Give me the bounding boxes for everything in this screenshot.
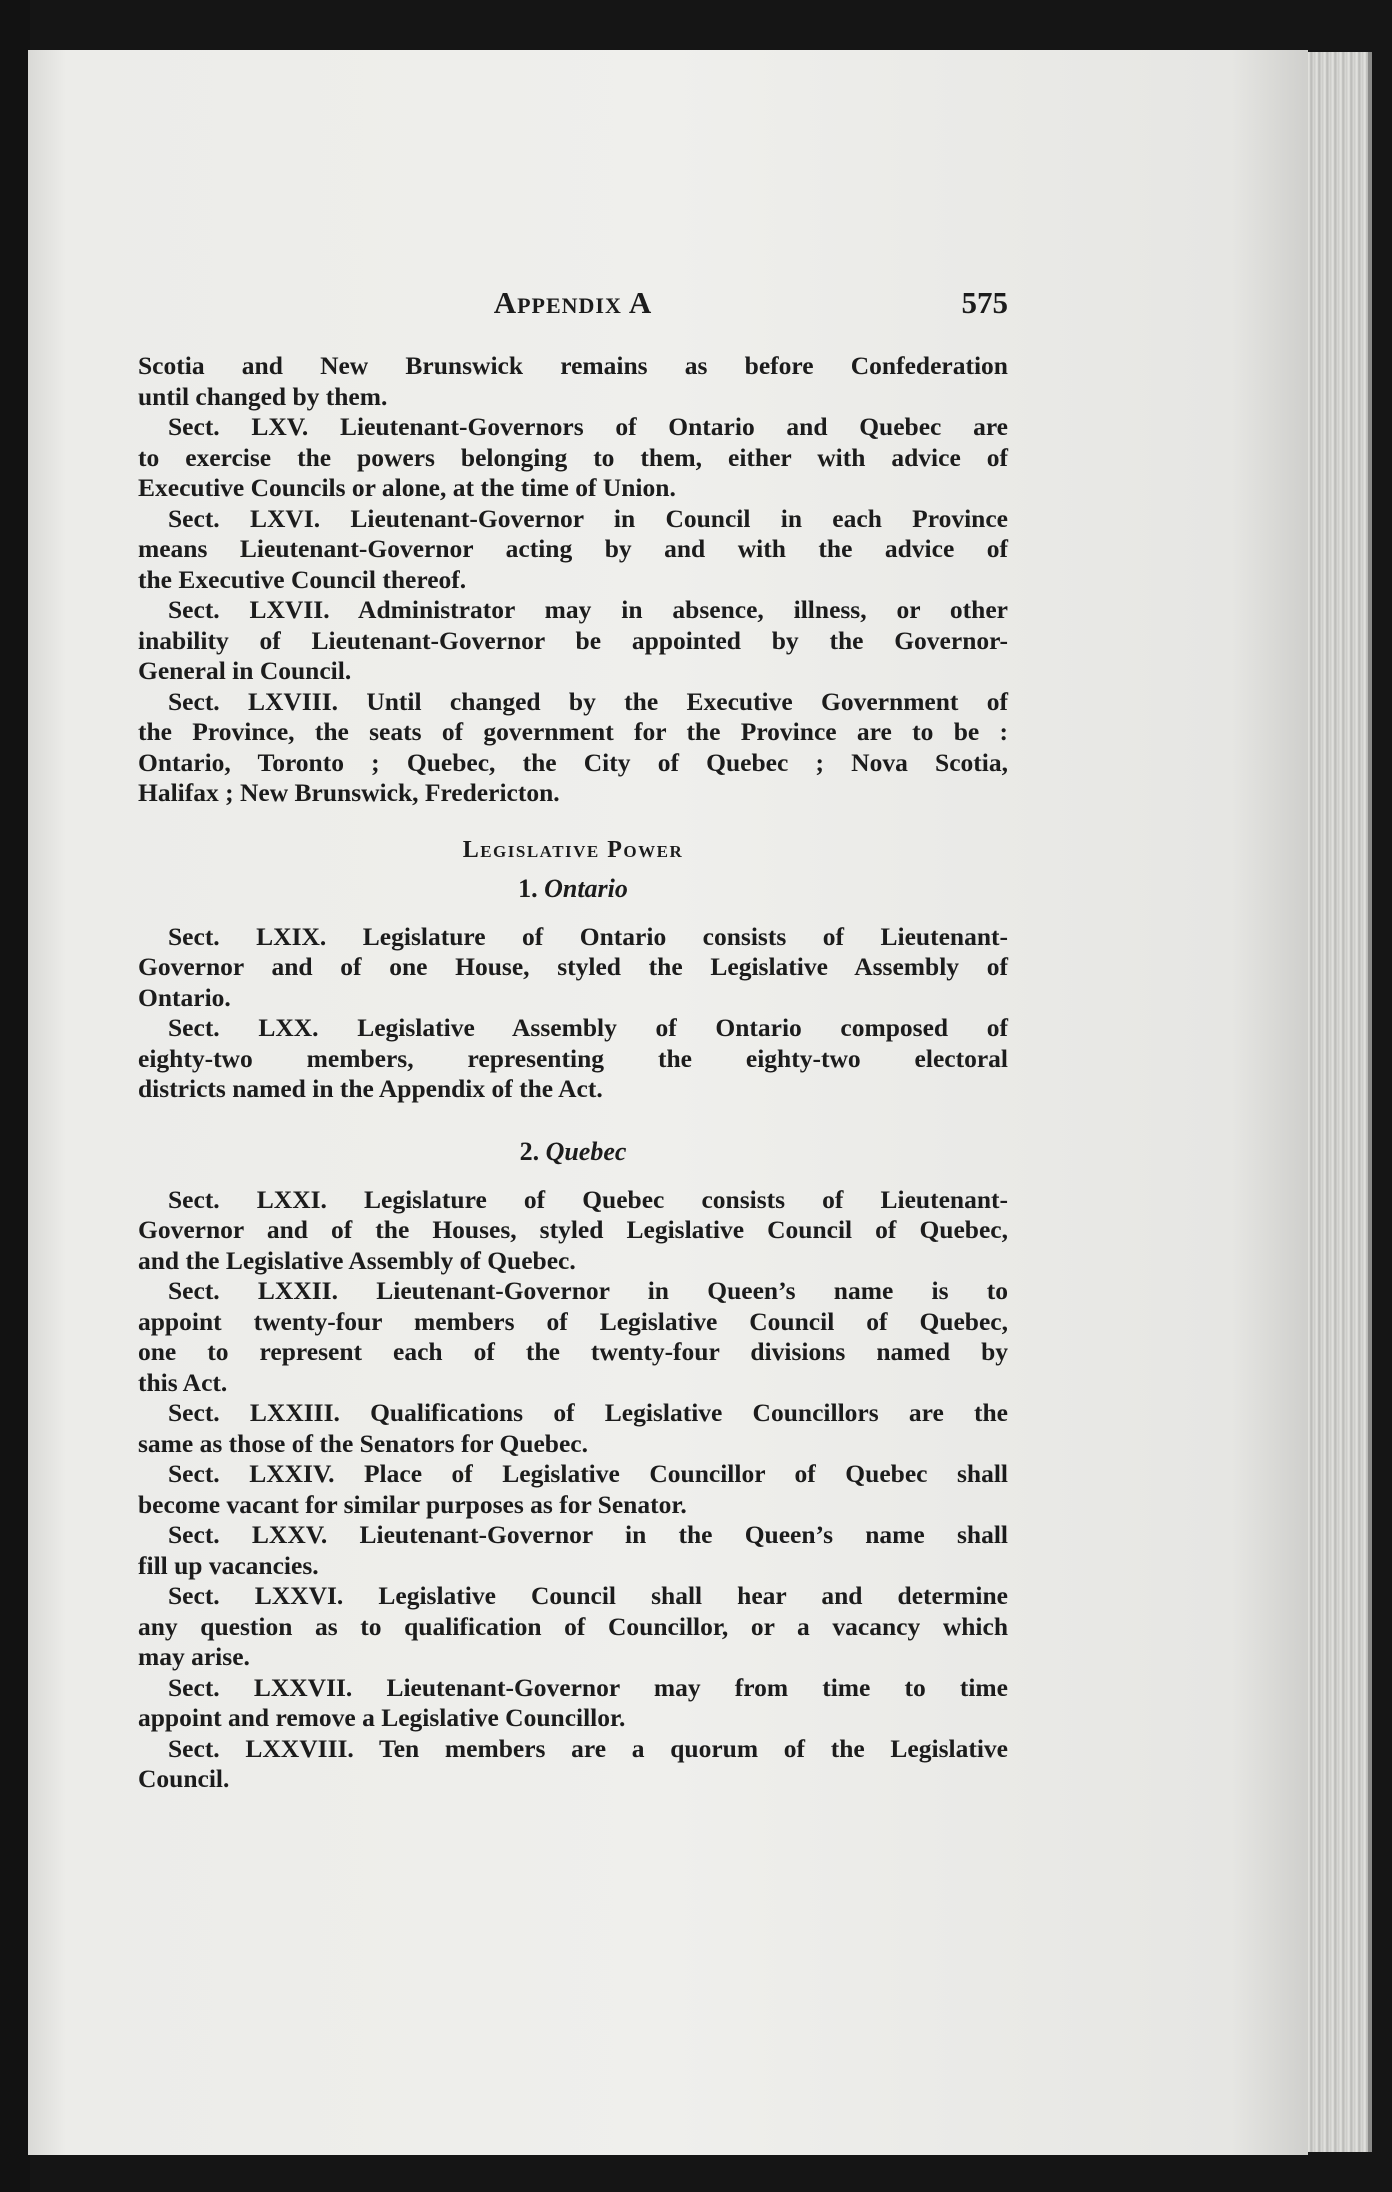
text-line: Sect. LXVII. Administrator may in absence, illness, or other (168, 595, 1008, 624)
text-line: inability of Lieutenant-Governor be appointed by the Governor- (138, 625, 1008, 655)
text-line: Sect. LXXIV. Place of Legislative Councillor of Quebec shall (168, 1459, 1008, 1488)
text-line: to exercise the powers belonging to them, either with advice of (138, 442, 1008, 472)
text-line: districts named in the Appendix of the Act. (138, 1074, 603, 1103)
text-line: Sect. LXXVIII. Ten members are a quorum of the Legislative (168, 1733, 1008, 1763)
text-line: Sect. LXV. Lieutenant-Governors of Ontario and Quebec are (168, 412, 1008, 441)
subsection-heading-quebec (138, 1137, 1008, 1167)
text-line: Sect. LXXV. Lieutenant-Governor in the Queen’s name shall (168, 1520, 1008, 1549)
paragraph (138, 1013, 1008, 1105)
text-line: same as those of the Senators for Quebec. (138, 1428, 588, 1458)
text-line: Scotia and New Brunswick remains as before Confederation (138, 351, 1008, 380)
text-line: Sect. LXXIII. Qualifications of Legislative Councillors are the (168, 1398, 1008, 1427)
text-line: appoint twenty-four members of Legislative Council of Quebec, (138, 1306, 1008, 1336)
text-line: Executive Councils or alone, at the time of Union. (138, 473, 676, 502)
subsection-name: Quebec (545, 1136, 627, 1166)
text-line: General in Council. (138, 656, 352, 685)
page-content (138, 285, 1008, 1795)
text-line: fill up vacancies. (138, 1550, 319, 1580)
text-line: appoint and remove a Legislative Councillor. (138, 1703, 626, 1732)
text-line: Ontario. (138, 982, 231, 1012)
text-line: Governor and of one House, styled the Legislative Assembly of (138, 952, 1008, 981)
subsection-number: 1. (518, 873, 538, 903)
text-line: Sect. LXXVII. Lieutenant-Governor may from time to time (168, 1672, 1008, 1702)
paragraph (138, 1398, 1008, 1459)
text-line: Governor and of the Houses, styled Legislative Council of Quebec, (138, 1215, 1008, 1244)
text-line: Council. (138, 1764, 230, 1793)
paragraph (138, 1276, 1008, 1398)
top-paragraphs (138, 351, 1008, 809)
text-line: Ontario, Toronto ; Quebec, the City of Quebec ; Nova Scotia, (138, 747, 1008, 777)
paragraph (138, 1734, 1008, 1795)
section-heading: Legislative Power (462, 836, 684, 863)
text-line: one to represent each of the twenty-four divisions named by (138, 1337, 1008, 1366)
text-line: Sect. LXXI. Legislature of Quebec consists of Lieutenant- (168, 1184, 1008, 1214)
ontario-paragraphs (138, 922, 1008, 1105)
text-line: Sect. LXXII. Lieutenant-Governor in Queen’s name is to (168, 1276, 1008, 1305)
subsection-name: Ontario (544, 873, 628, 903)
text-line: Sect. LXIX. Legislature of Ontario consists of Lieutenant- (168, 921, 1008, 951)
text-line: Halifax ; New Brunswick, Fredericton. (138, 778, 560, 807)
paragraph (138, 412, 1008, 504)
text-line: means Lieutenant-Governor acting by and with the advice of (138, 534, 1008, 563)
paragraph (138, 687, 1008, 809)
text-line: Sect. LXVIII. Until changed by the Executive Government of (168, 686, 1008, 716)
text-line: the Executive Council thereof. (138, 564, 467, 594)
text-line: and the Legislative Assembly of Quebec. (138, 1245, 576, 1275)
text-line: until changed by them. (138, 381, 388, 411)
page-number: 575 (961, 285, 1008, 320)
subsection-heading-ontario (138, 874, 1008, 904)
paragraph (138, 595, 1008, 687)
text-line: any question as to qualification of Councillor, or a vacancy which (138, 1611, 1008, 1641)
paragraph (138, 351, 1008, 412)
paragraph (138, 504, 1008, 596)
text-line: Sect. LXVI. Lieutenant-Governor in Council in each Province (168, 503, 1008, 533)
text-line: eighty-two members, representing the eighty-two electoral (138, 1043, 1008, 1073)
paragraph (138, 1459, 1008, 1520)
running-title: Appendix A (493, 285, 653, 320)
text-line: may arise. (138, 1642, 250, 1671)
text-line: become vacant for similar purposes as for Senator. (138, 1489, 687, 1519)
text-line: Sect. LXXVI. Legislative Council shall hear and determine (168, 1581, 1008, 1610)
text-line: Sect. LXX. Legislative Assembly of Ontario composed of (168, 1013, 1008, 1042)
text-line: the Province, the seats of government for the Province are to be : (138, 717, 1008, 746)
paragraph (138, 1185, 1008, 1277)
paragraph (138, 1520, 1008, 1581)
subsection-number: 2. (519, 1136, 540, 1166)
book-spine-shadow (0, 0, 30, 2192)
quebec-paragraphs (138, 1185, 1008, 1795)
paragraph (138, 1673, 1008, 1734)
paragraph (138, 922, 1008, 1014)
text-line: this Act. (138, 1367, 228, 1397)
running-head (138, 285, 1008, 331)
paragraph (138, 1581, 1008, 1673)
